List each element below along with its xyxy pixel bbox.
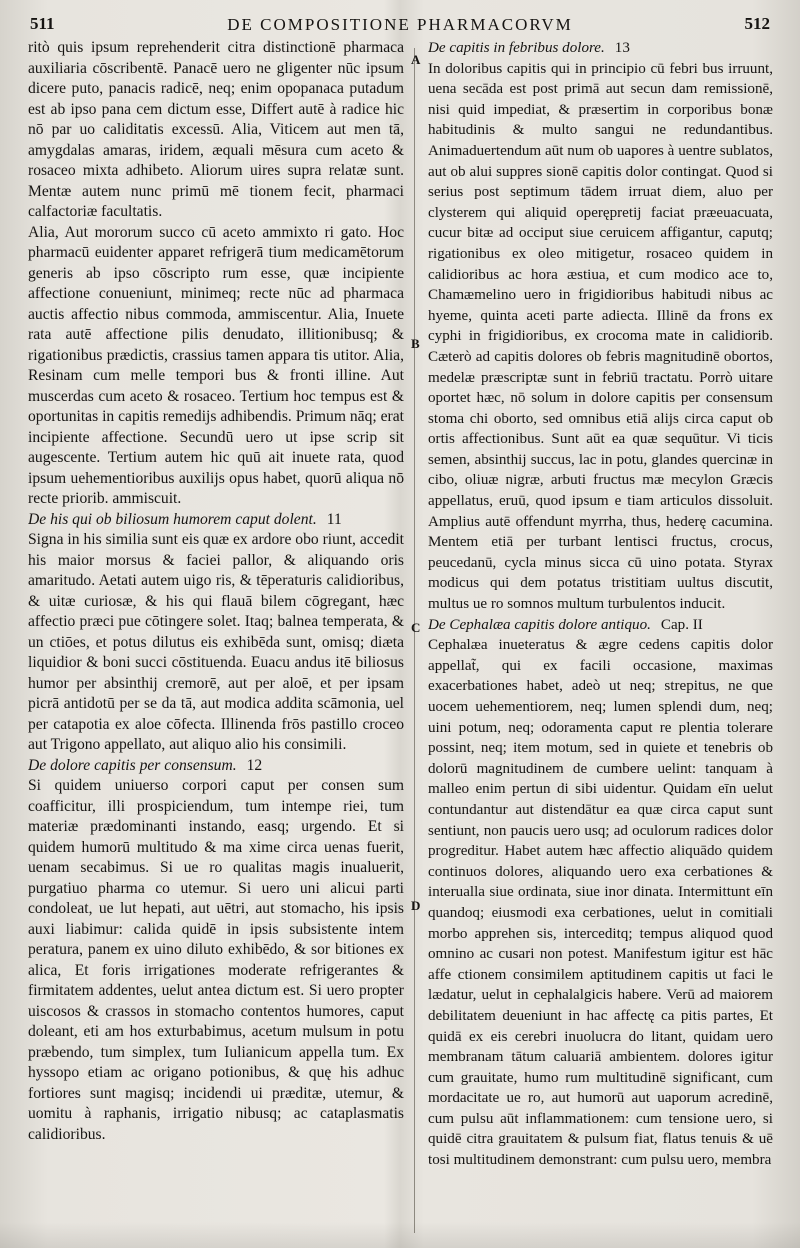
section-heading-12: [28, 756, 404, 777]
paragraph-intro: ritò quis ipsum reprehenderit citra distinctionē pharmaca auxiliaria cōscribentē. Panacē uero ne gligenter nūc ipsum dicere puto, panacis radicē, neq; enim opopanaca putadum est ab ipso pana cem dictum esse, Differt autē à radice hic nō par uo caliditatis excessū. Alia, Viticem aut men tā, amygdalas amaras, iridem, æquali mēsura cum aceto & rosaceo mixta adhibeto. Aliorum uires supra relatæ sunt. Mentæ autem nunc primū mē tionem fecit, pharmaci calfactoriæ facultatis.: [28, 39, 404, 220]
paragraph-cephalaea: Cephalæa inueteratus & ægre cedens capitis dolor appellat̃, qui ex facili occasione, maximas exacerbationes habet, adeò ut neq; strepitus, ne que uocem uehementiorem, neq; lumen splendi dum, neq; uini potum, neq; odoramenta caput re plentia tolerare possint, neq; item motum, sed in quiete et tenebris ob dolorū magnitudinem de cumbere uelint: tanquam à malleo enim pertun di sibi uidentur. Quidam eīn uelut contundantur aut distendātur ea quæ circa caput sunt sentiunt, non paucis uero usq; ad oculorum radices dolor progreditur. Habet autem hæc affectio aliquādo quidem continuos dolores, aliquando uero exa cerbationes & interualla siue ordinata, siue inor dinata. Intermittunt eīn quandoq; eiusmodi exa cerbationes, uelut in comitiali morbo apprehen sis, interceditq; tempus aliquod quod omnino ac cusari non potest. Manifestum igitur est hāc affe ctionem consimilem aptitudinem capitis ut faci le lædatur, uelut in cephalalgicis habere. Verū ad maiorem debilitatem deueniunt in hac affectę ca pitis partes, Et quidā ex eis cerebri inuolucra do litant, quidam uero membranam tātum caluariā ambientem. dolores igitur cum grauitate, humo rum multitudinē significant, cum mordacitate ue ro, aut humorū aut uaporum acredinē, cum pulsu aūt inflammationem: cum tensione uero, si quidē citra grauitatem & pulsum fiat, flatus tenuis & uē tosi multitudinem demonstrant: cum pulsu uero, membra: [428, 637, 773, 1169]
heading-text: De capitis in febribus dolore.: [428, 40, 605, 56]
paragraph-section-13: In doloribus capitis qui in principio cū febri bus irruunt, uena secāda est post primā aut secun dam remissionē, nisi quid impediat, & præsertim in corporibus bonæ habitudinis & multo sangui ne redundantibus. Animaduertendum aūt num ob uapores à uentre sublatos, aut ob alui suppres sionē capitis dolor contingat. Quod si serius post septimum tādem irruat diem, aluo per clysterem qui aliquid operępretij faciat præeuacuata, cucur bitæ ad occiput siue ceruicem affigantur, caputq; rigationibus ex oleo mitigetur, rosaceo quidem in calidioribus ac hora æstiua, et cum modico ace to, Chamæmelino uero in frigidioribus habitudi nibus ac hyeme, quinta aceti parte adiecta. Illinē da frons ex cyphi in frigidioribus, ex crocoma mate in calidiorib. Cæterò ad capitis dolores ob febris magnitudinē obortos, medelæ præscriptæ sunt in febriū tractatu. Porrò uitare oportet hæc, nō solum in dolore capitis per consensum stoma chi oborto, sed omnibus etiā alijs circa caput ob ortis affectionibus. Sunt aūt ea quæ sequūtur. Vi ticis semen, absinthij succus, lac in potu, glandes quercinæ in cibo, oliuæ nigræ, arbuti fructus mæ mecylon Græcis appellatus, eruū, quod ipsum e tiam articulos dissoluit. Amplius autē offendunt myrrha, thus, hederę cacumina. Mentem etiā per turbant lentisci fructus, crocus, peucedanū, cycla minus sicca cū uino potata. Styrax modicus qui dem potatus tristitiam uultus discutit, multus ue ro somnos multum turbulentos inducit.: [428, 60, 773, 613]
heading-text: De Cephalæa capitis dolore antiquo.: [428, 616, 651, 633]
margin-letter-d: D: [411, 898, 421, 913]
left-folio-number: 511: [30, 14, 55, 33]
margin-letters: [405, 40, 427, 1240]
section-heading-11: [28, 510, 404, 531]
margin-letter-b: B: [411, 336, 420, 351]
section-heading-13: [428, 38, 773, 59]
right-folio-number: 512: [744, 14, 770, 33]
paragraph-section-11: Signa in his similia sunt eis quæ ex ardore obo riunt, accedit his maior morsus & faciei pallor, & aliquando oris amaritudo. Aetati autem uigo ris, & tēperaturis calidioribus, & uitæ curiosæ, & his qui flauā bilem cōgregant, hæc affectio præci pue cōtingere solet. Itaq; balnea temperata, & un ctiōes, et potus dilutus eis exhibēda sunt, omisq; diæta liquidior & boni succi cōstituenda. Euacu andus itē biliosus humor per absinthij cremorē, aut per aloē, et per ipsam picrā antidotū per se da tā, aut modica addita scāmonia, uel per catapotia ex aloe cōfecta. Illinenda frōs pastillo croceo aut Trigono appellato, aut aliquo alio his consimili.: [28, 531, 404, 753]
heading-number: Cap. II: [660, 616, 703, 633]
heading-text: De dolore capitis per consensum.: [28, 756, 237, 774]
paragraph-alia: Alia, Aut mororum succo cū aceto ammixto ri gato. Hoc pharmacū euidenter apparet refrigerā tium medicamētorum generis ab ipso cōscripto rum esse, quæ incipiente affectione conueniunt, minimeq; recte nūc ad pharmaca auctis affectio nibus commoda, ammiscentur. Alia, Inuete rata autē affectione pilis denudato, illitionibusq; & rigationibus prædictis, crassius tamen appara tis utitor. Alia, Resinam cum melle tempori bus & fronti illine. Aut muscerdas cum aceto & rosaceo. Tertium hoc tempus est & oportunitas in capitis remedijs adhibendis. Primum nāq; erat incipiente affectione. Secundū uero ut ipse scrip sit augescente. Tertium autem hic quū ait inuete rata, quod ipsum uehementioribus auxilijs opus habet, quorū aliqua nō recte priorib. ammiscuit.: [28, 223, 404, 507]
left-column: [28, 38, 404, 1238]
running-header: [30, 14, 770, 38]
margin-letter-a: A: [411, 52, 421, 67]
heading-number: 11: [326, 510, 342, 528]
section-heading-cephalaea: [428, 615, 773, 636]
running-title: DE COMPOSITIONE PHARMACORVM: [227, 15, 573, 34]
margin-letter-c: C: [411, 620, 421, 635]
heading-number: 13: [614, 40, 630, 56]
page-bottom-shadow: [0, 1222, 800, 1248]
heading-number: 12: [246, 756, 263, 774]
right-column: [428, 38, 773, 1238]
paragraph-section-12: Si quidem uniuerso corpori caput per consen sum coafficitur, illi prospiciendum, tum intempe riei, tum materiæ prædominanti instando, easq; urgendo. Et si quidem humorū multitudo & ma xime circa uenas fuerit, uenam secabimus. Si ue ro qualitas magis inualuerit, purgatiuo pharma co utemur. Si uero uni alicui parti condoleat, ue lut hepati, aut uētri, aut stomacho, his ipsis auxi liabimur: calida quidē in ipsis subsistente intem peratura, panem ex uino diluto exhibēdo, & sor bitiones ex alica, Et foris irrigationes moderate refrigerantes & firmitatem addentes, uelut antea dictum est. Si uero propter uiscosos & crassos in stomacho contentos humores, caput doleant, eti am hos exturbabimus, acetum mulsum in potu præbendo, tum simplex, tum Iulianicum appella tum. Ex hyssopo etiam ac origano potionibus, & quę his adhuc fortiores sunt magisq; incidendi ui præditæ, utemur, & uomitu à raphanis, irrigatio nibusq; ac cataplasmatis calidioribus.: [28, 777, 404, 1143]
heading-text: De his qui ob biliosum humorem caput dolent.: [28, 510, 317, 528]
